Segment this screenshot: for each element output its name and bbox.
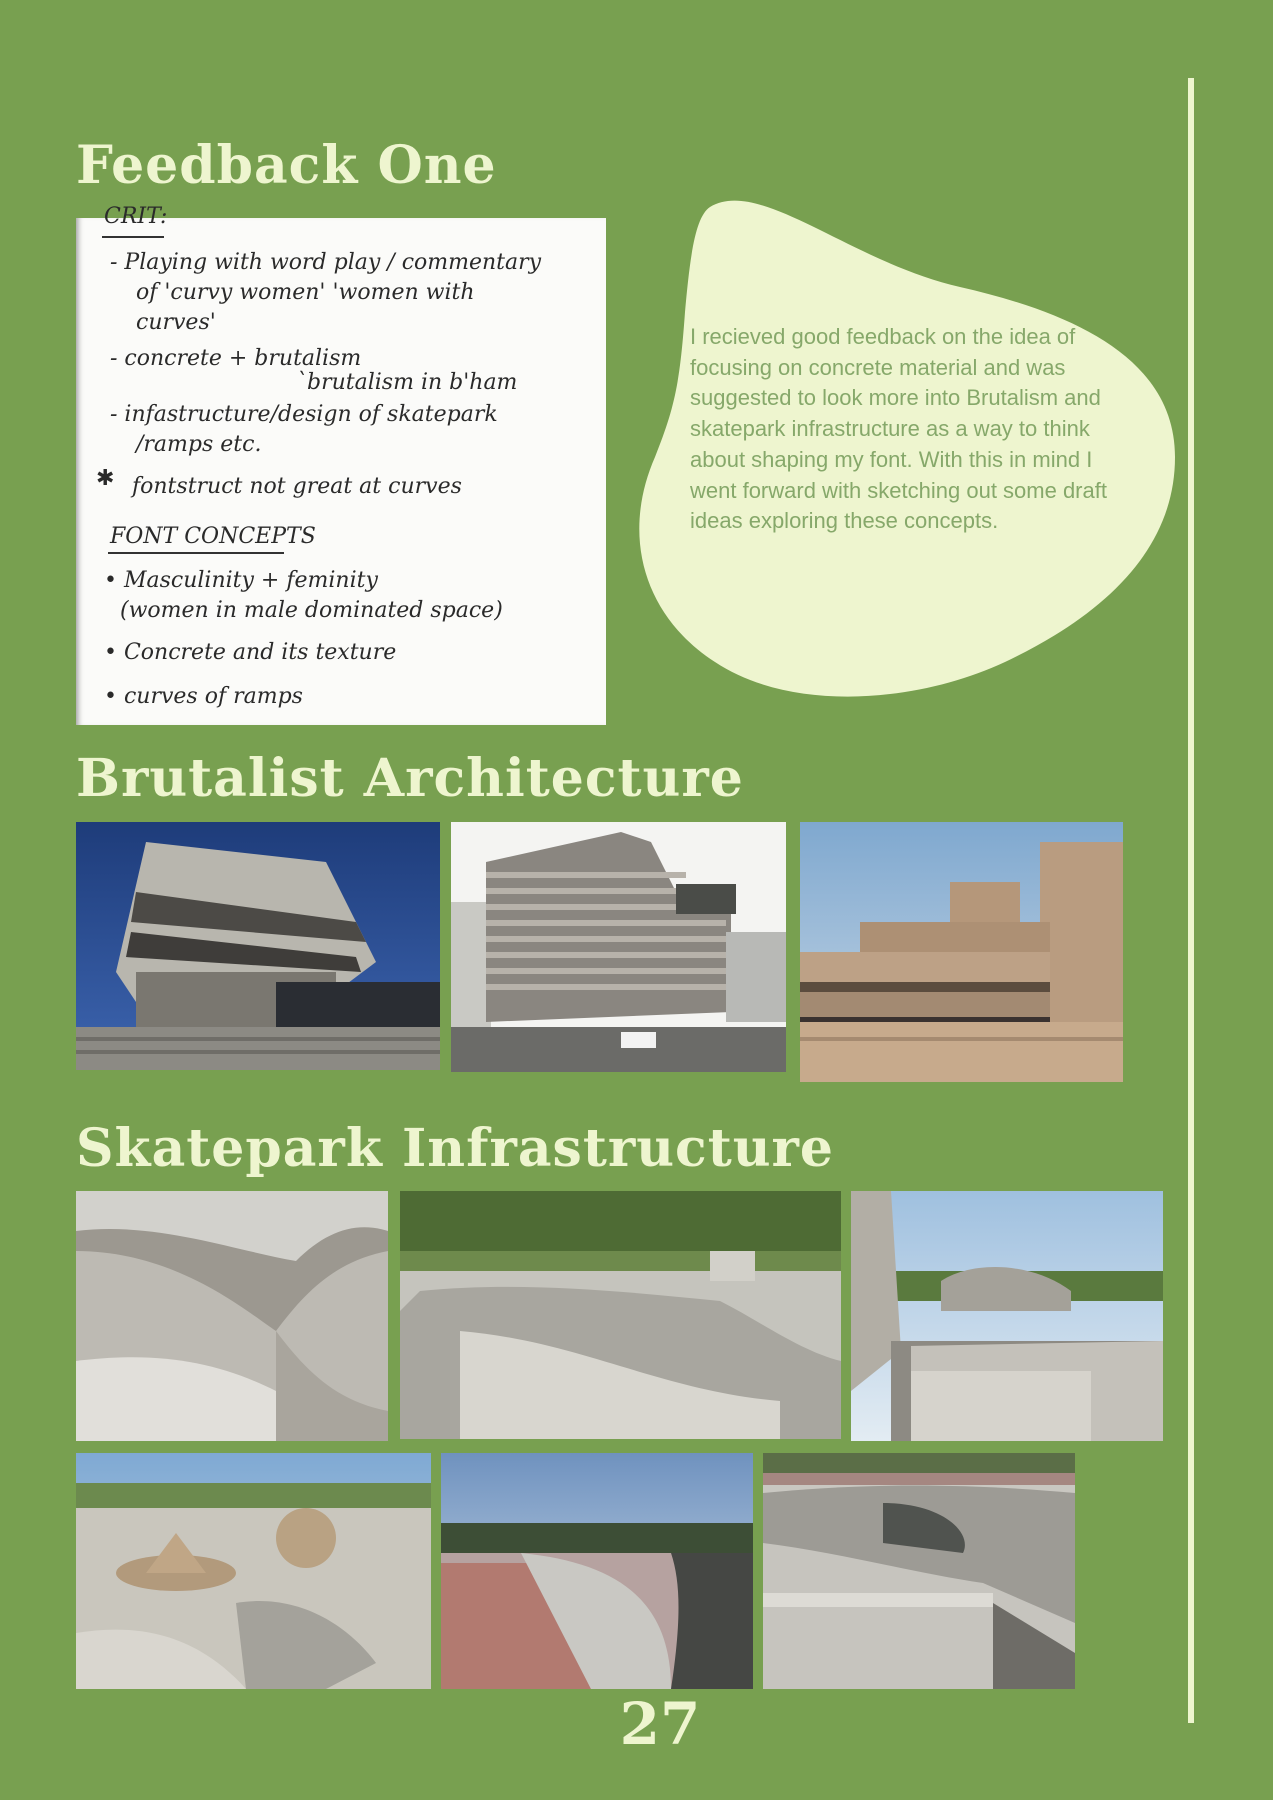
note-line: - infastructure/design of skatepark	[110, 402, 498, 427]
note-underline	[108, 552, 284, 554]
skatepark-bowl-photo-4	[76, 1453, 431, 1689]
note-line: FONT CONCEPTS	[110, 524, 316, 549]
brutalist-theatre-photo	[800, 822, 1123, 1082]
note-line: - Playing with word play / commentary	[110, 250, 542, 275]
note-line: CRIT:	[104, 204, 168, 229]
note-line: of 'curvy women' 'women with	[136, 280, 475, 305]
note-line: • curves of ramps	[104, 684, 303, 709]
note-line: /ramps etc.	[136, 432, 262, 457]
skatepark-ramps-photo-3	[851, 1191, 1163, 1441]
skatepark-heading: Skatepark Infrastructure	[76, 1118, 835, 1179]
vertical-rule	[1188, 78, 1194, 1723]
note-line: - concrete + brutalism	[110, 346, 362, 371]
note-underline	[102, 236, 164, 238]
handwritten-notes-image	[76, 204, 606, 725]
note-line: • Masculinity + feminity	[104, 568, 378, 593]
feedback-heading: Feedback One	[76, 135, 497, 196]
note-line: `brutalism in b'ham	[296, 370, 518, 395]
note-line: • Concrete and its texture	[104, 640, 397, 665]
page-number: 27	[619, 1690, 701, 1758]
brutalist-heading: Brutalist Architecture	[76, 748, 744, 809]
note-line: curves'	[136, 310, 216, 335]
skatepark-ramp-photo-5	[441, 1453, 753, 1689]
brutalist-library-photo	[76, 822, 440, 1070]
brutalist-striped-building-photo	[451, 822, 786, 1072]
skatepark-bowl-photo-6	[763, 1453, 1075, 1689]
skatepark-bowl-photo-2	[400, 1191, 841, 1439]
skatepark-bowl-photo-1	[76, 1191, 388, 1441]
note-line: (women in male dominated space)	[120, 598, 503, 623]
asterisk-mark: ✱	[96, 466, 115, 491]
feedback-text: I recieved good feedback on the idea of focusing on concrete material and was suggested to look more into Brutalism and skatepark infrastructure as a way to think about shaping my font. With this in mind I went forward with sketching out some draft ideas exploring these concepts.	[690, 324, 1107, 534]
note-line: fontstruct not great at curves	[132, 474, 462, 499]
